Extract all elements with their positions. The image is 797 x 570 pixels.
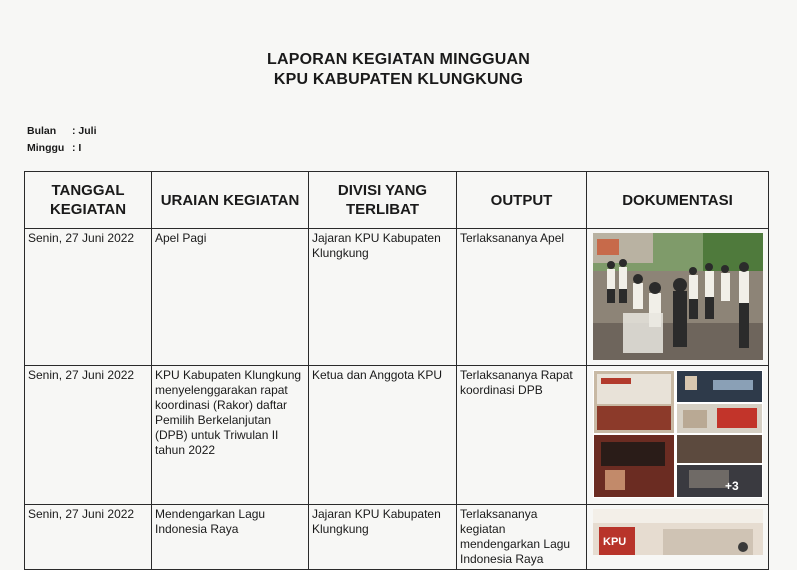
kpu-banner-text: KPU xyxy=(602,536,626,548)
cell-uraian: Apel Pagi xyxy=(152,229,309,366)
header-divisi: DIVISI YANG TERLIBAT xyxy=(309,172,457,229)
header-dokumentasi: DOKUMENTASI xyxy=(587,172,769,229)
table-header-row xyxy=(25,172,769,229)
table-row xyxy=(25,229,769,366)
cell-tanggal: Senin, 27 Juni 2022 xyxy=(25,229,152,366)
title-line-2: KPU KABUPATEN KLUNGKUNG xyxy=(273,71,524,88)
cell-dokumentasi xyxy=(587,229,769,366)
table-row xyxy=(25,505,769,570)
title-line-1: LAPORAN KEGIATAN MINGGUAN xyxy=(266,51,531,68)
table-row xyxy=(25,366,769,505)
cell-divisi: Jajaran KPU Kabupaten Klungkung xyxy=(309,505,457,570)
activity-table xyxy=(24,171,769,570)
cell-divisi: Jajaran KPU Kabupaten Klungkung xyxy=(309,229,457,366)
bulan-value: : Juli xyxy=(72,125,97,137)
cell-dokumentasi xyxy=(587,366,769,505)
page-title xyxy=(0,50,797,90)
cell-uraian: KPU Kabupaten Klungkung menyelenggarakan rapat koordinasi (Rakor) daftar Pemilih Berkelanjutan (DPB) untuk Triwulan II tahun 2022 xyxy=(152,366,309,505)
rakor-dpb-photo-collage xyxy=(593,370,763,498)
header-output: OUTPUT xyxy=(457,172,587,229)
minggu-value: : I xyxy=(72,142,82,154)
lagu-indonesia-raya-photo xyxy=(593,509,763,555)
cell-output: Terlaksananya Rapat koordinasi DPB xyxy=(457,366,587,505)
cell-uraian: Mendengarkan Lagu Indonesia Raya xyxy=(152,505,309,570)
bulan-label: Bulan xyxy=(27,125,57,137)
minggu-label: Minggu xyxy=(27,142,65,154)
report-meta xyxy=(27,123,97,157)
cell-dokumentasi xyxy=(587,505,769,570)
header-tanggal: TANGGAL KEGIATAN xyxy=(25,172,152,229)
cell-tanggal: Senin, 27 Juni 2022 xyxy=(25,366,152,505)
cell-output: Terlaksananya kegiatan mendengarkan Lagu Indonesia Raya xyxy=(457,505,587,570)
collage-badge: +3 xyxy=(724,479,739,493)
cell-divisi: Ketua dan Anggota KPU xyxy=(309,366,457,505)
apel-pagi-photo xyxy=(593,233,763,360)
header-uraian: URAIAN KEGIATAN xyxy=(152,172,309,229)
cell-tanggal: Senin, 27 Juni 2022 xyxy=(25,505,152,570)
cell-output: Terlaksananya Apel xyxy=(457,229,587,366)
